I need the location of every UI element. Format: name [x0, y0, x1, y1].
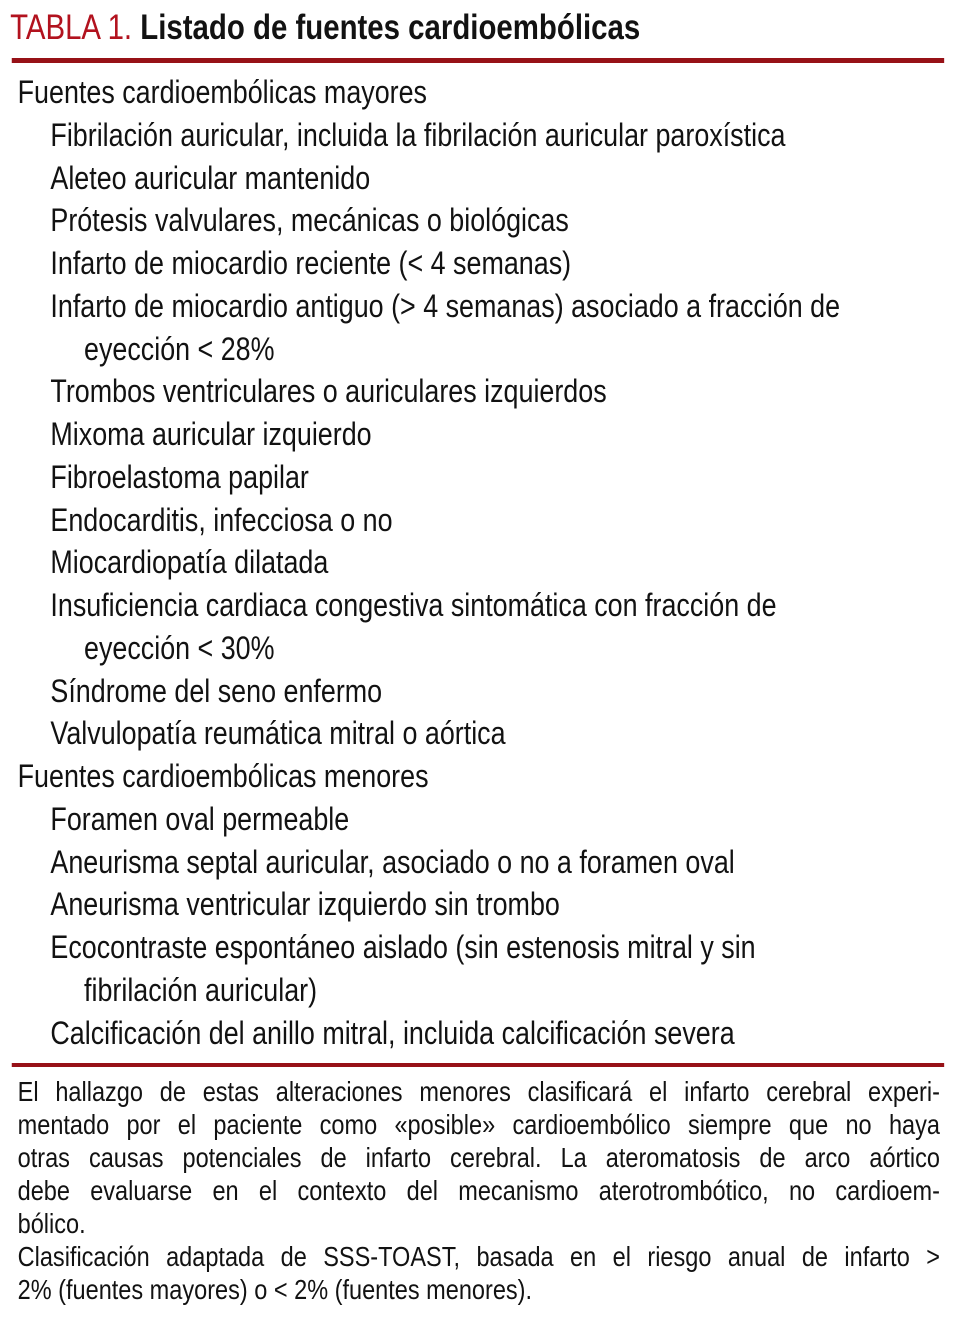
- section-header: Fuentes cardioembólicas mayores: [17, 74, 427, 110]
- footnote-line: bólico.: [17, 1208, 86, 1240]
- table-row: Fibroelastoma papilar: [50, 458, 309, 495]
- table-number-label: TABLA 1.: [10, 8, 133, 47]
- table-row: Trombos ventriculares o auriculares izquierdos: [50, 373, 607, 410]
- table-row: Valvulopatía reumática mitral o aórtica: [50, 715, 506, 752]
- footnote-line: otras causas potenciales de infarto cerebral. La ateromatosis de arco aórtico: [17, 1142, 940, 1174]
- footnote-line: debe evaluarse en el contexto del mecanismo aterotrombótico, no cardioem-: [17, 1175, 940, 1207]
- table-row: Prótesis valvulares, mecánicas o biológicas: [50, 202, 569, 239]
- footnote-line: mentado por el paciente como «posible» cardioembólico siempre que no haya: [17, 1109, 940, 1141]
- table-row: Insuficiencia cardiaca congestiva sintomática con fracción de: [50, 587, 777, 623]
- table-row: Síndrome del seno enfermo: [50, 672, 383, 709]
- table-row: Ecocontraste espontáneo aislado (sin estenosis mitral y sin: [50, 929, 756, 965]
- table-row: Fibrilación auricular, incluida la fibrilación auricular paroxística: [50, 116, 786, 153]
- table-row: Miocardiopatía dilatada: [50, 544, 329, 581]
- table-row: Calcificación del anillo mitral, incluida calcificación severa: [50, 1014, 735, 1051]
- cardioembolic-sources-list: [0, 63, 962, 1054]
- table-row: Foramen oval permeable: [50, 800, 350, 837]
- table-header: [0, 0, 962, 48]
- table-row: eyección < 28%: [84, 330, 275, 367]
- table-row: eyección < 30%: [84, 629, 275, 666]
- table-row: Infarto de miocardio reciente (< 4 semanas): [50, 245, 572, 281]
- table-row: fibrilación auricular): [84, 971, 318, 1008]
- table-row: Aneurisma septal auricular, asociado o no a foramen oval: [50, 843, 735, 880]
- table-row: Mixoma auricular izquierdo: [50, 416, 372, 452]
- footnote-line: El hallazgo de estas alteraciones menores clasificará el infarto cerebral experi-: [17, 1076, 940, 1108]
- table-title-text: Listado de fuentes cardioembólicas: [140, 8, 641, 47]
- footnote: [18, 1067, 940, 1306]
- table-row: Endocarditis, infecciosa o no: [50, 501, 393, 538]
- table-row: Infarto de miocardio antiguo (> 4 semanas) asociado a fracción de: [50, 287, 841, 324]
- table-row: Aneurisma ventricular izquierdo sin trombo: [50, 886, 560, 923]
- section-header: Fuentes cardioembólicas menores: [17, 758, 429, 794]
- footnote-line: 2% (fuentes mayores) o < 2% (fuentes menores).: [17, 1274, 533, 1306]
- table-row: Aleteo auricular mantenido: [50, 159, 371, 196]
- footnote-line: Clasificación adaptada de SSS-TOAST, basada en el riesgo anual de infarto >: [17, 1241, 940, 1273]
